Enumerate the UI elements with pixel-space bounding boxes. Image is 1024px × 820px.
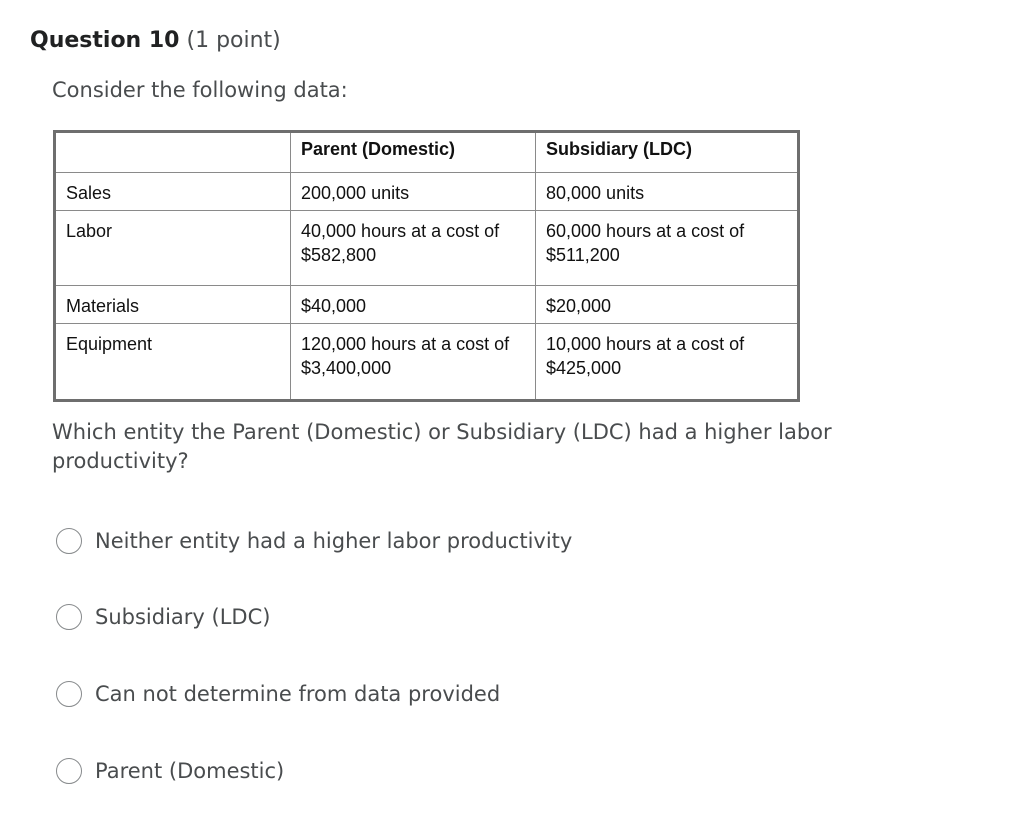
question-number: Question 10 (30, 28, 180, 53)
radio-button[interactable] (56, 528, 82, 554)
table-header-cell (55, 132, 291, 173)
answer-option-cannot-determine[interactable] (56, 681, 500, 707)
table-cell: 80,000 units (536, 173, 799, 211)
table-cell: $20,000 (536, 286, 799, 324)
answer-option-label[interactable]: Neither entity had a higher labor productivity (95, 529, 573, 553)
table-row (55, 173, 799, 211)
answer-option-parent[interactable] (56, 758, 284, 784)
answer-option-neither[interactable] (56, 528, 572, 554)
table-row-label: Equipment (55, 324, 291, 401)
table-cell: $40,000 (291, 286, 536, 324)
table-cell: 40,000 hours at a cost of $582,800 (291, 211, 536, 286)
radio-button[interactable] (56, 604, 82, 630)
table-row-label: Labor (55, 211, 291, 286)
answer-option-label[interactable]: Can not determine from data provided (95, 682, 501, 706)
table-row-label: Materials (55, 286, 291, 324)
answer-option-label[interactable]: Subsidiary (LDC) (95, 605, 271, 629)
table-row (55, 211, 799, 286)
question-points: (1 point) (186, 28, 281, 53)
question-text: Which entity the Parent (Domestic) or Subsidiary (LDC) had a higher labor productivity? (52, 420, 832, 473)
table-cell: 120,000 hours at a cost of $3,400,000 (291, 324, 536, 401)
table-row (55, 324, 799, 401)
answer-option-label[interactable]: Parent (Domestic) (95, 759, 285, 783)
table-row-label: Sales (55, 173, 291, 211)
table-header-cell: Parent (Domestic) (291, 132, 536, 173)
data-table (53, 130, 800, 402)
radio-button[interactable] (56, 758, 82, 784)
answer-option-subsidiary[interactable] (56, 604, 270, 630)
table-cell: 200,000 units (291, 173, 536, 211)
radio-button[interactable] (56, 681, 82, 707)
table-row (55, 286, 799, 324)
table-cell: 10,000 hours at a cost of $425,000 (536, 324, 799, 401)
table-header-cell: Subsidiary (LDC) (536, 132, 799, 173)
question-header (30, 28, 281, 53)
table-cell: 60,000 hours at a cost of $511,200 (536, 211, 799, 286)
question-prompt: Consider the following data: (52, 78, 348, 102)
table-header-row (55, 132, 799, 173)
